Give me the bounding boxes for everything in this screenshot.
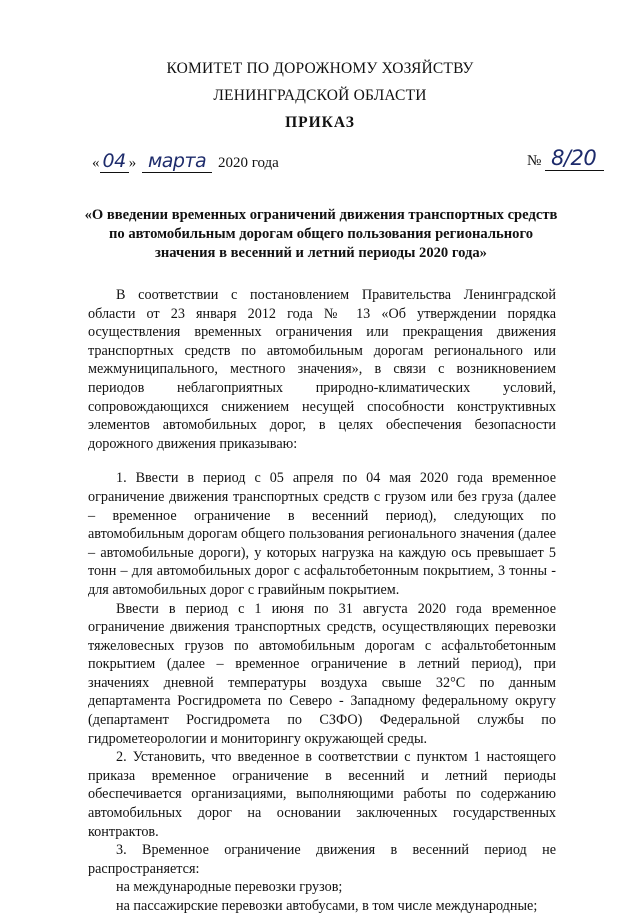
- handwritten-day: 04: [100, 150, 129, 173]
- order-number: [527, 146, 604, 171]
- committee-name-line1: КОМИТЕТ ПО ДОРОЖНОМУ ХОЗЯЙСТВУ: [166, 60, 474, 77]
- order-date: [92, 150, 279, 173]
- date-quote-close: »: [128, 155, 137, 171]
- preamble-paragraph: В соответствии с постановлением Правительства Ленинградской области от 23 января 2012 года № 13 «Об утверждении порядка осуществления временных ограничения или прекращения движения транспортных средств по автомобильным дорогам регионального или межмуниципального, местного значения», в связи с возникновением периодов неблагоприятных природно-климатических условий, сопровождающихся снижением несущей способности конструктивных элементов автомобильных дорог, в целях обеспечения безопасности дорожного движения приказываю:: [88, 287, 556, 452]
- number-prefix: №: [527, 153, 542, 169]
- clause-3-paragraph: 3. Временное ограничение движения в весенний период не распространяется:: [88, 842, 556, 877]
- clause-1-summer-paragraph: Ввести в период с 1 июня по 31 августа 2020 года временное ограничение движения транспортных средств, осуществляющих перевозки тяжеловесных грузов по автомобильным дорогам с асфальтобетонным покрытием (далее – временное ограничение в летний период), при значениях дневной температуры воздуха свыше 32°С по данным департамента Росгидромета по Северо - Западному федеральному округу (департамент Росгидромета по СЗФО) Федеральной службы по гидрометеорологии и мониторингу окружающей среды.: [88, 600, 556, 747]
- clause-3-item-international: на международные перевозки грузов;: [116, 879, 343, 896]
- date-year: 2020 года: [217, 155, 279, 171]
- order-title: «О введении временных ограничений движения транспортных средств по автомобильным дорогам общего пользования регионального значения в весенний и летний периоды 2020 года»: [84, 207, 558, 261]
- handwritten-month: марта: [142, 150, 212, 173]
- handwritten-number: 8/20: [545, 146, 604, 171]
- clause-1-paragraph: 1. Ввести в период с 05 апреля по 04 мая 2020 года временное ограничение движения транспортных средств с грузом или без груза (далее – временное ограничение в весенний период), следующих по автомобильным дорогам общего пользования регионального значения (далее – автомобильные дороги), у которых нагрузка на каждую ось превышает 5 тонн – для автомобильных дорог с асфальтобетонным покрытием, 3 тонны - для автомобильных дорог с гравийным покрытием.: [88, 470, 556, 598]
- clause-3-item-passenger: на пассажирские перевозки автобусами, в том числе международные;: [116, 898, 538, 914]
- committee-name-line2: ЛЕНИНГРАДСКОЙ ОБЛАСТИ: [213, 87, 427, 104]
- date-quote-open: «: [92, 155, 100, 171]
- document-type: ПРИКАЗ: [285, 114, 355, 131]
- order-body: [88, 286, 556, 916]
- clause-2-paragraph: 2. Установить, что введенное в соответствии с пунктом 1 настоящего приказа временное ограничение в весенний и летний периоды обеспечивается организациями, выполняющими работы по содержанию автомобильных дорог на основании заключенных государственных контрактов.: [88, 749, 556, 840]
